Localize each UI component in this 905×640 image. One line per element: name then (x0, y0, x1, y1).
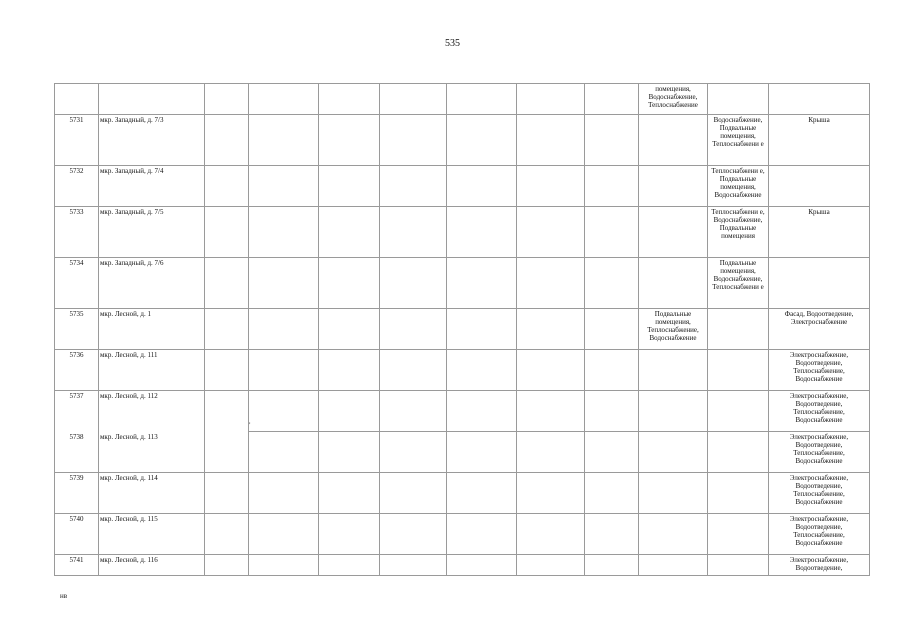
cell-address: мкр. Лесной, д. 114 (99, 473, 205, 514)
cell-works-a (639, 115, 708, 166)
cell-address: мкр. Западный, д. 7/4 (99, 166, 205, 207)
cell-works-c: Электроснабжение, Водоотведение, Теплоснабжение, Водоснабжение (769, 350, 870, 391)
cell-works-a (639, 514, 708, 555)
cell-works-c: Электроснабжение, Водоотведение, Теплоснабжение, Водоснабжение (769, 514, 870, 555)
table-row (55, 166, 870, 207)
table-row (55, 555, 870, 576)
cell-works-a (639, 473, 708, 514)
cell-works-a: Подвальные помещения, Теплоснабжение, Водоснабжение (639, 309, 708, 350)
table-row (55, 432, 870, 473)
table-row (55, 350, 870, 391)
cell-works-c: Фасад, Водоотведение, Электроснабжение (769, 309, 870, 350)
cell-works-b (708, 514, 769, 555)
page-number: 535 (445, 38, 460, 49)
cell-works-b (708, 350, 769, 391)
cell-address: мкр. Лесной, д. 113 (99, 432, 205, 473)
cell-works-b (708, 391, 769, 432)
cell-works-b (708, 473, 769, 514)
cell-num: 5731 (55, 115, 99, 166)
cell-works-a (639, 555, 708, 576)
cell-works-b (708, 309, 769, 350)
table-row (55, 391, 870, 432)
cell-works-c: Электроснабжение, Водоотведение, Теплоснабжение, Водоснабжение (769, 391, 870, 432)
cell-works-c: Крыша (769, 115, 870, 166)
cell-works-b (708, 432, 769, 473)
registry-table (54, 83, 870, 576)
cell-works-a (639, 350, 708, 391)
cell-works-c (769, 166, 870, 207)
cell-num: 5734 (55, 258, 99, 309)
cell-works-b: Теплоснабжени е, Водоснабжение, Подвальные помещения (708, 207, 769, 258)
cell-works-a (639, 391, 708, 432)
cell-num: 5735 (55, 309, 99, 350)
cell-address: мкр. Лесной, д. 112 (99, 391, 205, 432)
cell-works-b: Водоснабжение, Подвальные помещения, Теплоснабжени е (708, 115, 769, 166)
table-row-continued (55, 84, 870, 115)
cell-works-a: помещения, Водоснабжение, Теплоснабжение (639, 84, 708, 115)
cell-address: мкр. Западный, д. 7/5 (99, 207, 205, 258)
cell-address (99, 84, 205, 115)
cell-works-c: Электроснабжение, Водоотведение, Теплоснабжение, Водоснабжение (769, 473, 870, 514)
cell-works-a (639, 432, 708, 473)
cell-works-c: Электроснабжение, Водоотведение, (769, 555, 870, 576)
cell-num: 5740 (55, 514, 99, 555)
stray-mark: , (249, 419, 251, 425)
cell-works-c (769, 258, 870, 309)
cell-address: мкр. Лесной, д. 116 (99, 555, 205, 576)
cell-num: 5732 (55, 166, 99, 207)
cell-address: мкр. Лесной, д. 115 (99, 514, 205, 555)
table-row (55, 473, 870, 514)
footer-code: нв (60, 592, 68, 600)
cell-works-c: Крыша (769, 207, 870, 258)
table-row (55, 309, 870, 350)
cell-address: мкр. Западный, д. 7/6 (99, 258, 205, 309)
cell-num: 5738 (55, 432, 99, 473)
cell-address: мкр. Лесной, д. 111 (99, 350, 205, 391)
cell-num: 5739 (55, 473, 99, 514)
cell-address: мкр. Лесной, д. 1 (99, 309, 205, 350)
cell-address: мкр. Западный, д. 7/3 (99, 115, 205, 166)
cell-works-a (639, 207, 708, 258)
table-row (55, 207, 870, 258)
cell-num: 5733 (55, 207, 99, 258)
cell-works-b: Теплоснабжени е, Подвальные помещения, Водоснабжение (708, 166, 769, 207)
cell-works-a (639, 166, 708, 207)
cell-num: 5736 (55, 350, 99, 391)
cell-works-a (639, 258, 708, 309)
cell-works-b (708, 555, 769, 576)
cell-works-b: Подвальные помещения, Водоснабжение, Теплоснабжени е (708, 258, 769, 309)
table-row (55, 514, 870, 555)
table-row (55, 115, 870, 166)
cell-num (55, 84, 99, 115)
cell-num: 5737 (55, 391, 99, 432)
table-row (55, 258, 870, 309)
cell-works-c: Электроснабжение, Водоотведение, Теплоснабжение, Водоснабжение (769, 432, 870, 473)
cell-num: 5741 (55, 555, 99, 576)
